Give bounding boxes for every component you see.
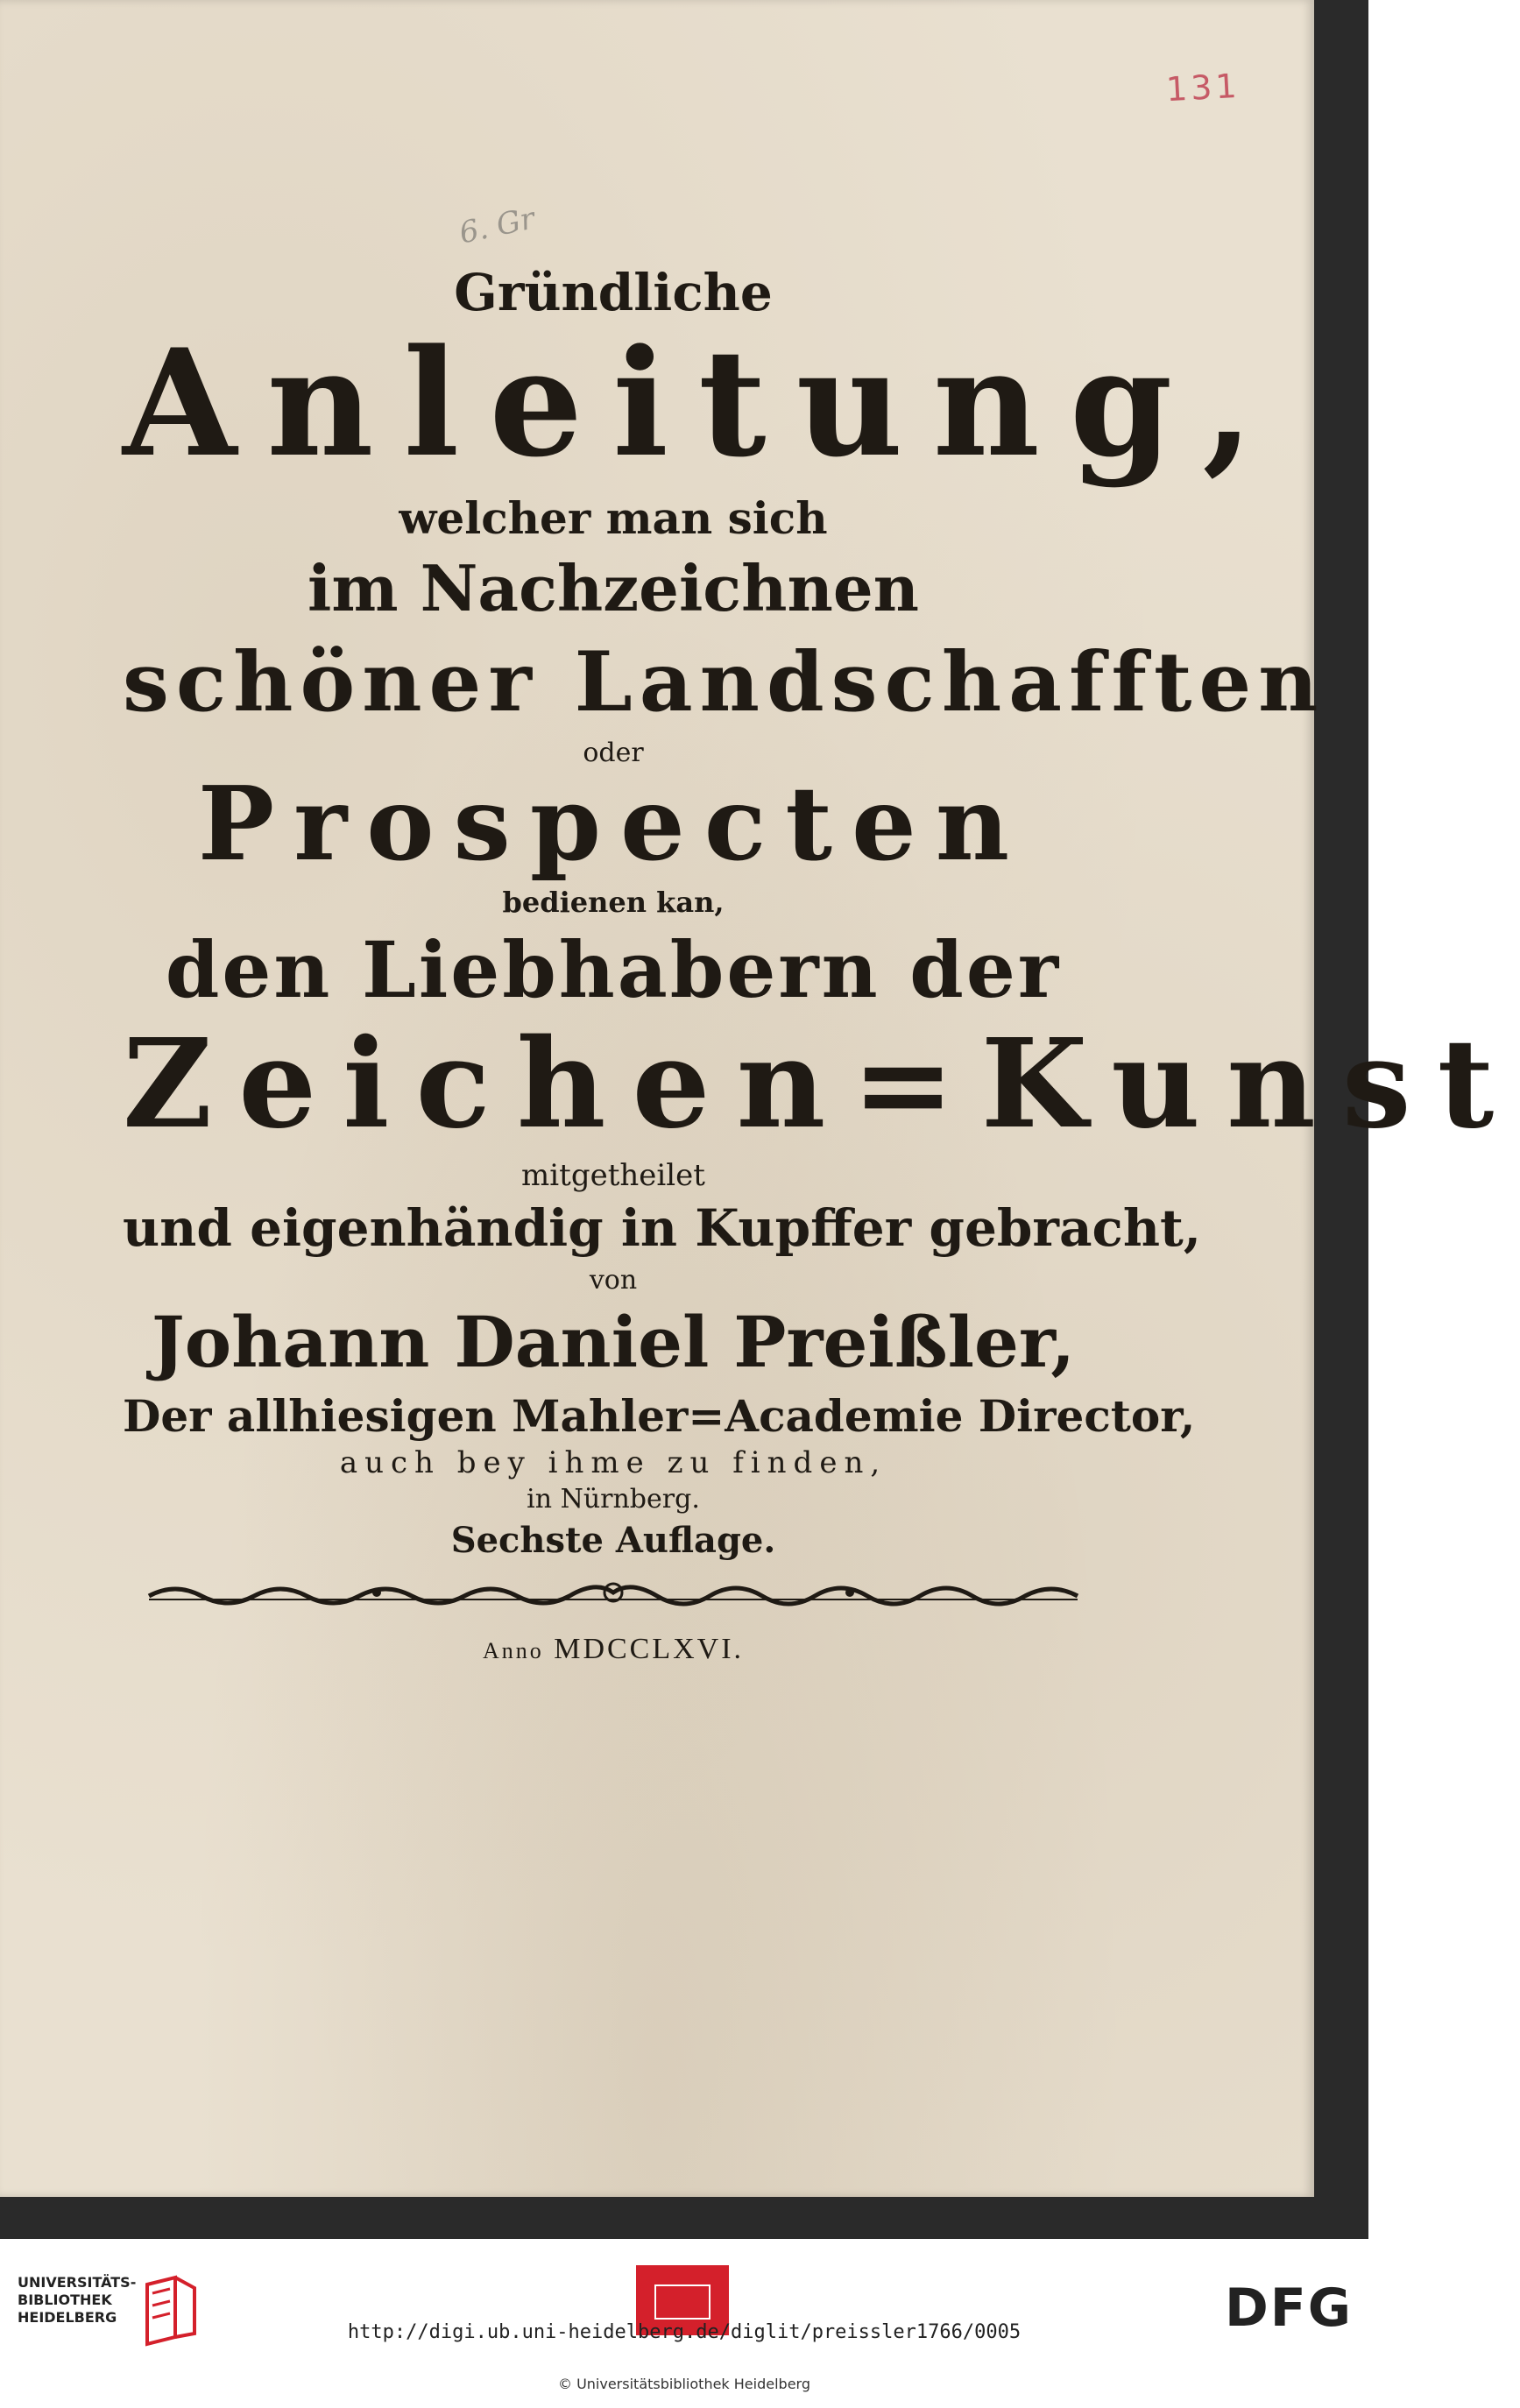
library-name-line2: BIBLIOTHEK	[18, 2291, 112, 2308]
library-name	[18, 2274, 136, 2327]
dfg-logo[interactable]: DFG	[1224, 2277, 1353, 2339]
anno-year: MDCCLXVI.	[554, 1632, 745, 1665]
copyright-notice: © Universitätsbibliothek Heidelberg	[557, 2376, 810, 2392]
permalink[interactable]: http://digi.ub.uni-heidelberg.de/diglit/preissler1766/0005	[347, 2321, 1022, 2343]
title-line-oder: oder	[583, 738, 644, 768]
title-line-eigenhaendig: und eigenhändig in Kupffer gebracht,	[123, 1197, 1202, 1258]
title-block	[123, 263, 1520, 1666]
archive-number: 131	[1165, 66, 1242, 109]
author-name: Johann Daniel Preißler,	[151, 1300, 1076, 1383]
title-line-mitgetheilet: mitgetheilet	[521, 1157, 705, 1193]
title-line-finden: auch bey ihme zu finden,	[339, 1444, 887, 1480]
title-line-liebhabern: den Liebhabern der	[165, 923, 1062, 1015]
title-line-prospecten: Prospecten	[197, 765, 1029, 884]
publication-year	[123, 1633, 1104, 1666]
library-name-line3: HEIDELBERG	[18, 2309, 117, 2326]
ornamental-divider	[140, 1577, 1086, 1612]
library-name-line1: UNIVERSITÄTS-	[18, 2274, 137, 2291]
anno-word: Anno	[482, 1637, 544, 1663]
author-title: Der allhiesigen Mahler=Academie Director,	[123, 1389, 1196, 1442]
place-of-publication: in Nürnberg.	[527, 1483, 700, 1515]
title-line-anleitung: Anleitung,	[123, 316, 1283, 490]
title-line-nachzeichnen: im Nachzeichnen	[308, 551, 919, 625]
title-line-bedienen: bedienen kan,	[502, 885, 725, 919]
title-line-von: von	[589, 1264, 638, 1296]
pencil-annotation: 6. Gr	[456, 201, 538, 251]
title-line-welcher: welcher man sich	[399, 492, 828, 544]
title-line-landschafften: schöner Landschafften	[123, 634, 1326, 731]
title-line-zeichen-kunst: Zeichen=Kunst	[123, 1012, 1520, 1156]
title-line-gruendliche: Gründliche	[454, 263, 773, 322]
edition-statement: Sechste Auflage.	[450, 1519, 776, 1561]
project-logo-frame-icon	[654, 2284, 711, 2320]
